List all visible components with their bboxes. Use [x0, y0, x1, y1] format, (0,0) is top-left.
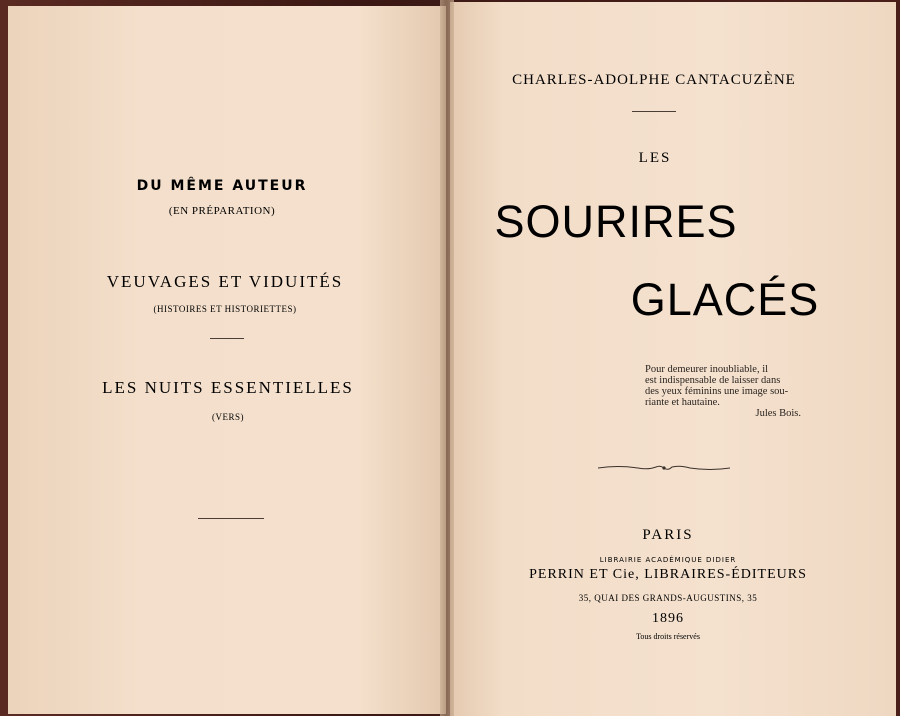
divider-rule [210, 338, 244, 339]
author-name: CHARLES-ADOLPHE CANTACUZÈNE [512, 72, 796, 88]
author-rule [632, 111, 676, 112]
imprint-city: PARIS [642, 527, 694, 543]
epigraph-line: Pour demeurer inoubliable, il [645, 364, 769, 375]
title-glaces: GLACÉS [630, 274, 820, 325]
title-sourires: SOURIRES [494, 196, 738, 247]
imprint-bookshop: LIBRAIRIE ACADÉMIQUE DIDIER [599, 556, 737, 564]
work-title-veuvages: VEUVAGES ET VIDUITÉS [106, 272, 344, 291]
work-subtitle-nuits: (VERS) [212, 412, 244, 422]
imprint-publisher: PERRIN ET Cie, LIBRAIRES-ÉDITEURS [529, 567, 807, 582]
title-article: LES [638, 150, 672, 166]
work-subtitle-veuvages: (HISTOIRES ET HISTORIETTES) [153, 304, 297, 314]
epigraph-line: est indispensable de laisser dans [645, 375, 781, 386]
imprint-year: 1896 [652, 611, 684, 626]
same-author-heading: DU MÊME AUTEUR [136, 178, 308, 194]
imprint-rights: Tous droits réservés [636, 632, 700, 641]
epigraph-line: riante et hautaine. [645, 397, 720, 408]
divider-rule-bottom [198, 518, 264, 519]
work-title-nuits: LES NUITS ESSENTIELLES [102, 378, 354, 397]
right-page [450, 2, 896, 716]
ornament-divider-icon [598, 463, 730, 473]
book-gutter [440, 0, 454, 716]
in-preparation-note: (EN PRÉPARATION) [168, 205, 276, 217]
epigraph-line: des yeux féminins une image sou- [645, 386, 789, 397]
left-page [8, 6, 446, 714]
epigraph-signature: Jules Bois. [755, 408, 801, 419]
imprint-address: 35, QUAI DES GRANDS-AUGUSTINS, 35 [578, 593, 758, 603]
epigraph [645, 364, 831, 419]
